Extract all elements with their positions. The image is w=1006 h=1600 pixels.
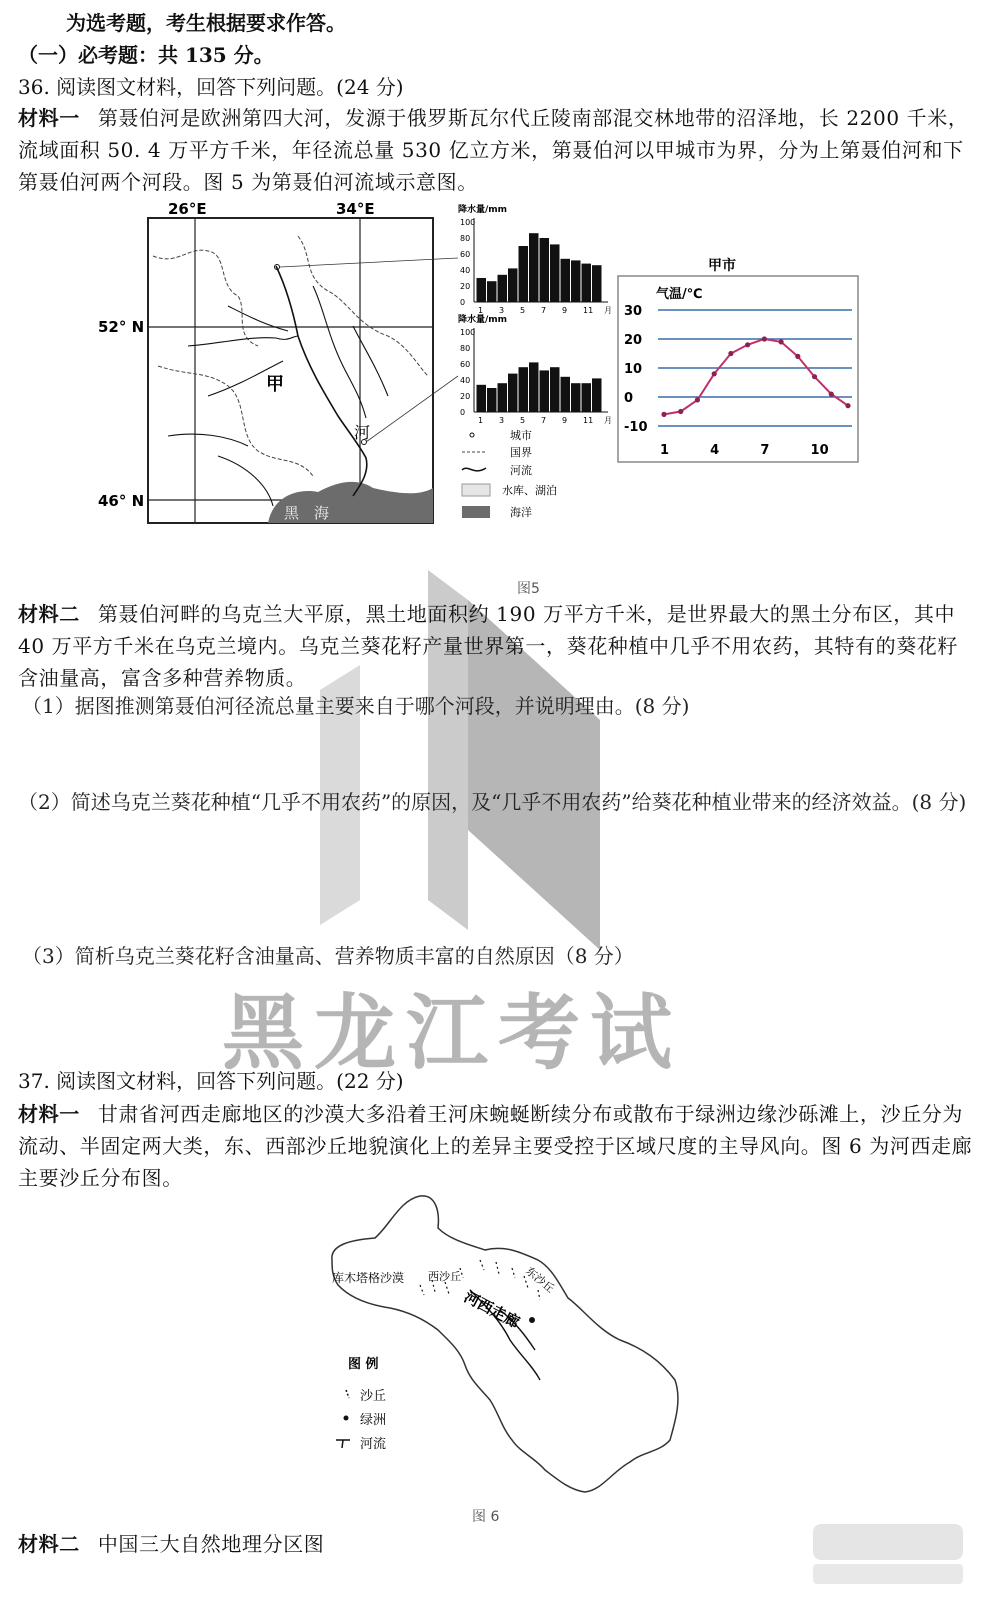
temp-chart-title: 甲市 <box>708 258 736 274</box>
lower-precip-ytick: 60 <box>460 360 471 369</box>
lower-precip-chart <box>458 313 612 425</box>
q36-material-1 <box>18 102 973 198</box>
watermark-text: 黑龙江考试 <box>222 986 683 1081</box>
temp-point <box>745 342 750 347</box>
q36-material-2 <box>18 598 973 694</box>
map-legend <box>462 429 557 519</box>
legend-river-icon-6 <box>336 1440 350 1448</box>
temp-point <box>829 392 834 397</box>
figure-5-caption: 图5 <box>517 581 540 597</box>
q36-sub-question-2: （2）简述乌克兰葵花种植“几乎不用农药”的原因，及“几乎不用农药”给葵花种植业带来的经济效益。(8 分) <box>18 790 967 814</box>
temp-ytick: 30 <box>624 304 643 319</box>
upper-precip-xtick: 9 <box>562 306 568 315</box>
q37-title: 37. 阅读图文材料，回答下列问题。(22 分) <box>18 1069 404 1093</box>
figure-6-caption: 图 6 <box>472 1509 500 1525</box>
upper-precip-ytick: 40 <box>460 266 471 275</box>
temp-point <box>845 403 850 408</box>
temp-ytick: 20 <box>624 333 643 348</box>
upper-precip-label: 降水量/mm <box>458 205 508 215</box>
lower-precip-xtick: 5 <box>520 416 526 425</box>
legend-city: 城市 <box>510 429 532 442</box>
legend-oasis-label: 绿洲 <box>360 1413 387 1428</box>
q37-material-1-text: 甘肃省河西走廊地区的沙漠大多沿着王河床蜿蜒断续分布或散布于绿洲边缘沙砾滩上，沙丘分为流动、半固定两大类，东、西部沙丘地貌演化上的差异主要受控于区域尺度的主导风向。图 6 为河西走廊主要沙丘分布图。 <box>18 1102 973 1190</box>
lower-precip-xtick: 9 <box>562 416 568 425</box>
upper-precip-bar <box>540 238 550 302</box>
jia-temperature-chart <box>616 250 860 464</box>
temp-point <box>661 412 666 417</box>
lon-34-label: 34°E <box>336 200 375 218</box>
upper-precip-ytick: 20 <box>460 282 471 291</box>
temp-xtick: 1 <box>660 443 670 458</box>
upper-precip-ytick: 80 <box>460 234 471 243</box>
lower-precip-bar <box>498 383 508 412</box>
temp-point <box>795 354 800 359</box>
material-1-tag: 材料一 <box>18 106 80 130</box>
temp-ytick: 10 <box>624 362 643 377</box>
lower-precip-bar <box>487 388 497 412</box>
upper-precip-bar <box>571 260 581 302</box>
upper-precip-xtick: 3 <box>499 306 505 315</box>
upper-precip-xtick: 7 <box>541 306 547 315</box>
temp-chart-ylabel: 气温/℃ <box>656 287 703 302</box>
temp-point <box>762 336 767 341</box>
q37-material-1 <box>18 1098 973 1194</box>
upper-precip-bar <box>550 244 560 302</box>
material-2-tag: 材料二 <box>18 602 80 626</box>
temp-xtick: 7 <box>760 443 770 458</box>
black-sea-label: 黑 海 <box>284 504 330 522</box>
lower-precip-xtick: 3 <box>499 416 505 425</box>
lower-precip-bar <box>529 362 539 412</box>
lat-46-label: 46° N <box>98 492 145 510</box>
upper-precip-bar <box>529 233 539 302</box>
temp-chart-frame <box>618 276 858 462</box>
lower-precip-bar <box>582 383 592 412</box>
lower-precip-ytick: 0 <box>460 408 466 417</box>
corner-watermark-logo <box>803 1520 978 1590</box>
upper-precip-bar <box>508 268 518 302</box>
temp-ytick: 0 <box>624 391 634 406</box>
upper-precip-bar <box>477 278 487 302</box>
lower-precip-bar <box>592 378 602 412</box>
legend-border: 国界 <box>510 446 532 459</box>
lower-precip-bar <box>561 377 571 412</box>
lat-52-label: 52° N <box>98 318 145 336</box>
temp-point <box>678 409 683 414</box>
lower-precip-ytick: 40 <box>460 376 471 385</box>
legend-river-icon <box>462 468 486 471</box>
legend-dune-icon <box>346 1390 349 1398</box>
hexi-corridor-dune-map <box>320 1190 690 1500</box>
temp-point <box>728 351 733 356</box>
river-label: 河 <box>354 423 371 442</box>
upper-precip-xtick: 1 <box>478 306 484 315</box>
upper-precip-ytick: 60 <box>460 250 471 259</box>
lower-precip-ytick: 100 <box>460 328 476 337</box>
q37-material-2-text: 中国三大自然地理分区图 <box>97 1532 325 1556</box>
lower-precip-bar <box>477 385 487 412</box>
east-dune-label: 东沙丘 <box>523 1264 557 1296</box>
legend-ocean: 海洋 <box>510 506 532 519</box>
temp-point <box>695 397 700 402</box>
city-jia-label: 甲 <box>266 374 284 395</box>
lower-precip-bar <box>519 367 529 412</box>
upper-precip-chart <box>458 203 612 315</box>
upper-precip-xtick: 月 <box>604 306 612 315</box>
temp-xtick: 4 <box>710 443 720 458</box>
lower-precip-xtick: 11 <box>583 416 594 425</box>
temp-point <box>812 374 817 379</box>
west-dune-label: 西沙丘 <box>428 1270 461 1283</box>
lower-precip-bar <box>571 383 581 412</box>
temp-point <box>778 339 783 344</box>
corner-wm-badge <box>813 1524 963 1560</box>
legend-oasis-icon <box>344 1416 349 1421</box>
upper-precip-bar <box>592 265 602 302</box>
section-intro: 为选考题，考生根据要求作答。 <box>66 11 346 35</box>
lon-26-label: 26°E <box>168 200 207 218</box>
legend-lake-icon <box>462 484 490 496</box>
section-heading: （一）必考题：共 135 分。 <box>18 43 274 67</box>
dnieper-basin-map <box>98 196 612 536</box>
q37-material-1-tag: 材料一 <box>18 1102 80 1126</box>
upper-precip-ytick: 100 <box>460 218 476 227</box>
upper-precip-bar <box>519 246 529 302</box>
legend-city-icon <box>470 433 474 437</box>
lower-precip-xtick: 7 <box>541 416 547 425</box>
upper-precip-bar <box>561 259 571 302</box>
q36-sub-question-3: （3）简析乌克兰葵花籽含油量高、营养物质丰富的自然原因（8 分） <box>22 944 634 968</box>
upper-precip-ytick: 0 <box>460 298 466 307</box>
legend-river: 河流 <box>510 464 532 477</box>
temp-ytick: -10 <box>624 420 648 435</box>
material-2-text: 第聂伯河畔的乌克兰大平原，黑土地面积约 190 万平方千米，是世界最大的黑土分布区，其中 40 万平方千米在乌克兰境内。乌克兰葵花籽产量世界第一，葵花种植中几乎不用农药，其特有的葵花籽含油量高，富含多种营养物质。 <box>18 602 959 690</box>
lower-precip-label: 降水量/mm <box>458 315 508 325</box>
legend-dune-label: 沙丘 <box>360 1389 387 1404</box>
upper-precip-xtick: 11 <box>583 306 594 315</box>
q36-title: 36. 阅读图文材料，回答下列问题。(24 分) <box>18 75 404 99</box>
lower-precip-xtick: 1 <box>478 416 484 425</box>
lower-precip-bar <box>540 370 550 412</box>
q36-sub-question-1: （1）据图推测第聂伯河径流总量主要来自于哪个河段，并说明理由。(8 分) <box>22 694 690 718</box>
lower-precip-ytick: 80 <box>460 344 471 353</box>
kumtag-desert-label: 库木塔格沙漠 <box>332 1271 405 1285</box>
legend-lake: 水库、湖泊 <box>502 484 557 497</box>
legend-ocean-icon <box>462 506 490 518</box>
q37-material-2-tag: 材料二 <box>18 1532 80 1556</box>
material-1-text: 第聂伯河是欧洲第四大河，发源于俄罗斯瓦尔代丘陵南部混交林地带的沼泽地，长 2200 千米，流域面积 50. 4 万平方千米，年径流总量 530 亿立方米，第聂伯河以甲城市为界，分为上第聂伯河和下第聂伯河两个河段。图 5 为第聂伯河流域示意图。 <box>18 106 969 194</box>
legend-title: 图 例 <box>348 1357 379 1372</box>
upper-precip-bar <box>582 264 592 302</box>
temp-point <box>712 371 717 376</box>
lower-precip-bar <box>550 367 560 412</box>
lower-precip-xtick: 月 <box>604 416 612 425</box>
oasis-point <box>529 1317 535 1323</box>
lower-precip-ytick: 20 <box>460 392 471 401</box>
upper-precip-bar <box>487 281 497 302</box>
temp-xtick: 10 <box>810 443 829 458</box>
upper-precip-bar <box>498 275 508 302</box>
corner-wm-strip <box>813 1564 963 1584</box>
hexi-corridor-label: 河西走廊 <box>461 1287 523 1332</box>
lower-precip-bar <box>508 374 518 412</box>
legend-river-label: 河流 <box>360 1437 387 1452</box>
map-frame <box>148 218 433 523</box>
upper-precip-xtick: 5 <box>520 306 526 315</box>
